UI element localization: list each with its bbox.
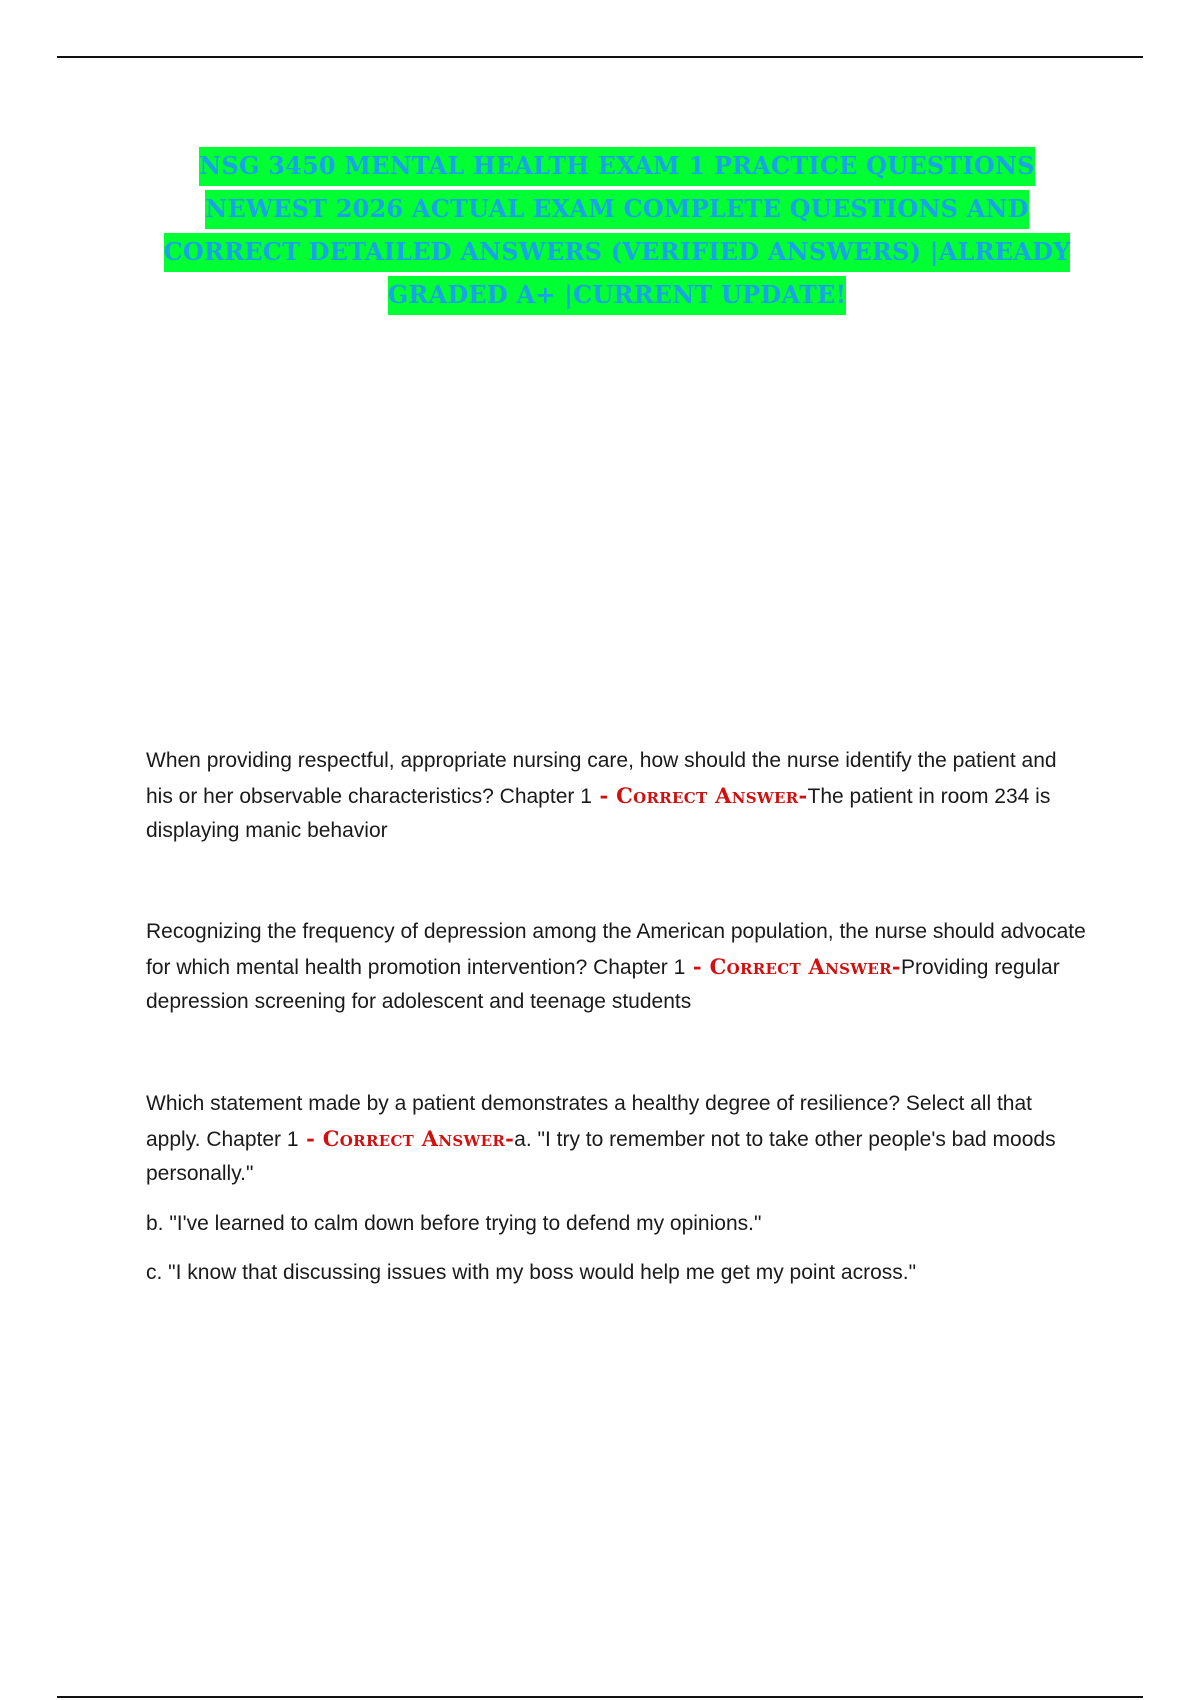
qa-item-3 [146, 1087, 1086, 1291]
correct-answer-marker: Correct Answer [709, 953, 892, 979]
answer-option-c: c. "I know that discussing issues with my boss would help me get my point across." [146, 1261, 917, 1284]
correct-answer-marker: Correct Answer [616, 782, 799, 808]
answer-marker-dash: - [891, 953, 901, 979]
correct-answer-marker: Correct Answer [322, 1125, 506, 1151]
qa-paragraph [146, 744, 1086, 849]
title-highlight: NSG 3450 MENTAL HEALTH EXAM 1 PRACTICE QUESTIONS NEWEST 2026 ACTUAL EXAM COMPLETE QUESTIONS AND CORRECT DETAILED ANSWERS (VERIFIED ANSWERS) |ALREADY GRADED A+ |CURRENT UPDATE! [164, 147, 1071, 315]
document-title [145, 144, 1089, 316]
answer-marker-separator: - [685, 953, 710, 979]
qa-item-1 [146, 744, 1086, 849]
question-text: Which statement made by a patient demonstrates a healthy degree of resilience? Select all that apply. Chapter 1 [146, 1092, 1032, 1151]
answer-marker-separator: - [298, 1125, 323, 1151]
answer-option-b: b. "I've learned to calm down before trying to defend my opinions." [146, 1211, 762, 1235]
answer-marker-separator: - [591, 782, 617, 808]
question-text: Recognizing the frequency of depression among the American population, the nurse should advocate for which mental health promotion intervention? Chapter 1 [146, 920, 1086, 979]
answer-text: Providing regular depression screening for adolescent and teenage students [146, 955, 1060, 1013]
footer-rule [57, 1696, 1143, 1698]
header-rule [57, 56, 1143, 58]
qa-paragraph [146, 915, 1086, 1020]
answer-marker-dash: - [798, 782, 808, 808]
qa-paragraph [146, 1087, 1086, 1192]
qa-item-2 [146, 915, 1086, 1020]
answer-text: The patient in room 234 is displaying manic behavior [146, 784, 1051, 842]
answer-text: a. "I try to remember not to take other people's bad moods personally." [146, 1127, 1056, 1185]
answer-marker-dash: - [505, 1125, 515, 1151]
question-text: When providing respectful, appropriate nursing care, how should the nurse identify the patient and his or her observable characteristics? Chapter 1 [146, 749, 1057, 808]
